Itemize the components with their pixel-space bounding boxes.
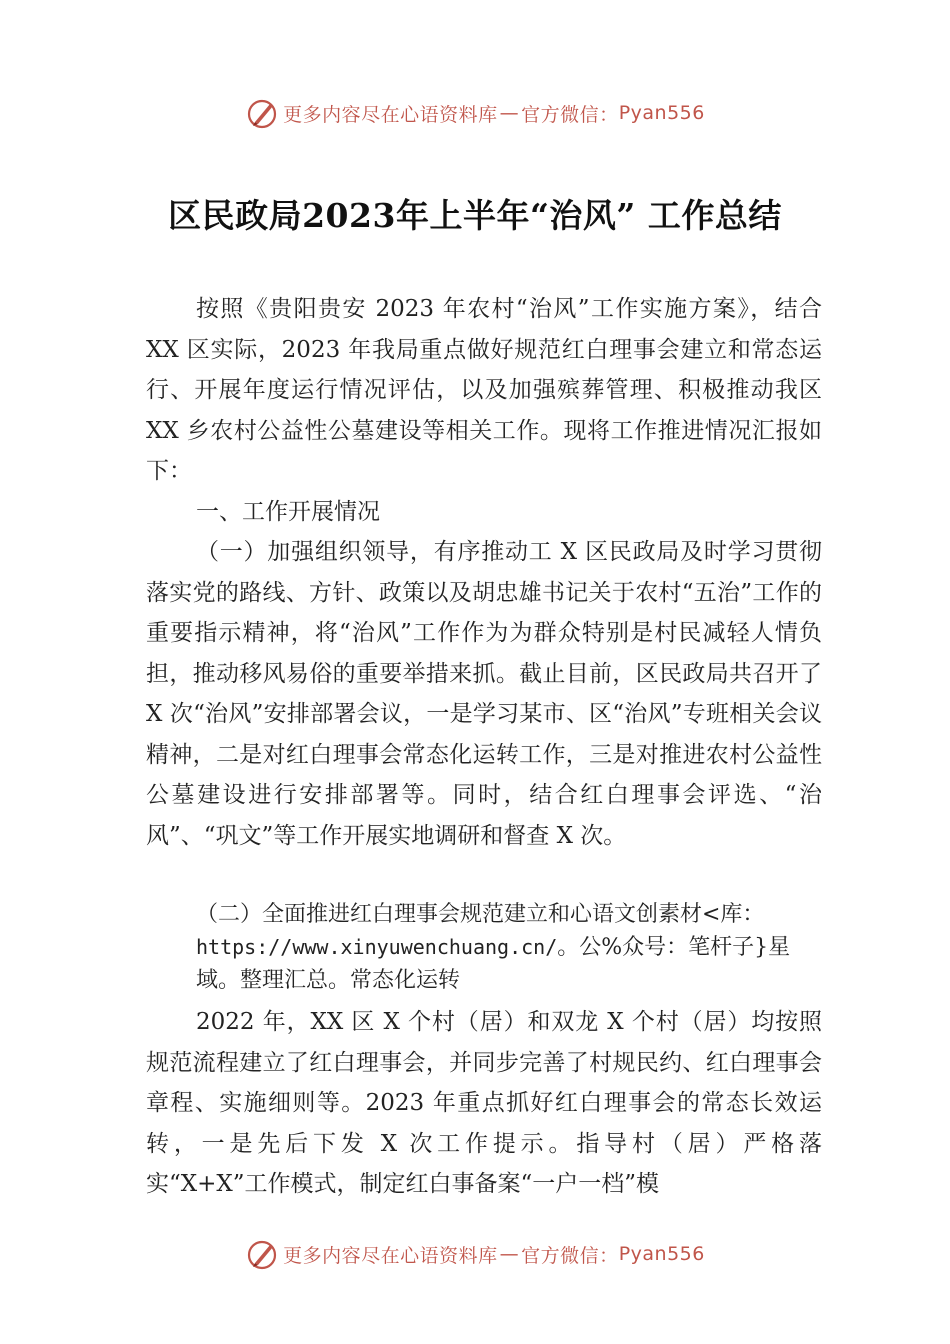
watermark-wechat-label: 官方微信： — [521, 103, 619, 126]
watermark-separator: — — [499, 1243, 520, 1265]
watermark-wechat-label: 官方微信： — [521, 1244, 619, 1267]
subsection-1-paragraph: （一）加强组织领导，有序推动工 X 区民政局及时学习贯彻落实党的路线、方针、政策以及胡忠雄书记关于农村“五治”工作的重要指示精神，将“治风”工作作为为群众特别是村民减轻人情负担，推动移风易俗的重要举措来抓。截止目前，区民政局共召开了 X 次“治风”安排部署会议，一是学习某市、区“治风”专班相关会议精神，二是对红白理事会常态化运转工作，三是对推进农村公益性公墓建设进行安排部署等。同时，结合红白理事会评选、“治风”、“巩文”等工作开展实地调研和督查 X 次。 — [146, 539, 822, 849]
pen-circle-logo-icon — [245, 96, 279, 130]
pen-circle-logo-icon — [245, 1237, 279, 1271]
watermark-separator: — — [499, 102, 520, 124]
body-section-2 — [146, 1002, 822, 1205]
watermark-text: 更多内容尽在心语资料库 — [283, 103, 498, 126]
watermark-footer — [0, 1237, 950, 1271]
subsection-2-heading — [196, 898, 832, 997]
body-section-1 — [146, 289, 822, 856]
intro-paragraph: 按照《贵阳贵安 2023 年农村“治风”工作实施方案》，结合 XX 区实际，2023 年我局重点做好规范红白理事会建立和常态运行、开展年度运行情况评估，以及加强殡葬管理、积极推动我区 XX 乡农村公益性公墓建设等相关工作。现将工作推进情况汇报如下： — [146, 296, 822, 484]
subsection-2-tail: 。公%众号：笔杆子}星域。整理汇总。常态化运转 — [196, 935, 791, 993]
watermark-wechat-id: Pyan556 — [618, 1243, 705, 1265]
document-title: 区民政局2023年上半年“治风” 工作总结 — [168, 196, 782, 235]
watermark-text: 更多内容尽在心语资料库 — [283, 1244, 498, 1267]
subsection-2-url: https://www.xinyuwenchuang.cn/ — [196, 935, 558, 959]
subsection-2-title: （二）全面推进红白理事会规范建立和心语文创素材<库： — [196, 902, 765, 927]
paragraph-2022: 2022 年，XX 区 X 个村（居）和双龙 X 个村（居）均按照规范流程建立了红白理事会，并同步完善了村规民约、红白理事会章程、实施细则等。2023 年重点抓好红白理事会的常态长效运转，一是先后下发 X 次工作提示。指导村（居）严格落实“X+X”工作模式，制定红白事备案“一户一档”模 — [146, 1009, 822, 1197]
watermark-header — [0, 96, 950, 130]
watermark-wechat-id: Pyan556 — [618, 102, 705, 124]
section-heading-1: 一、工作开展情况 — [196, 498, 380, 525]
